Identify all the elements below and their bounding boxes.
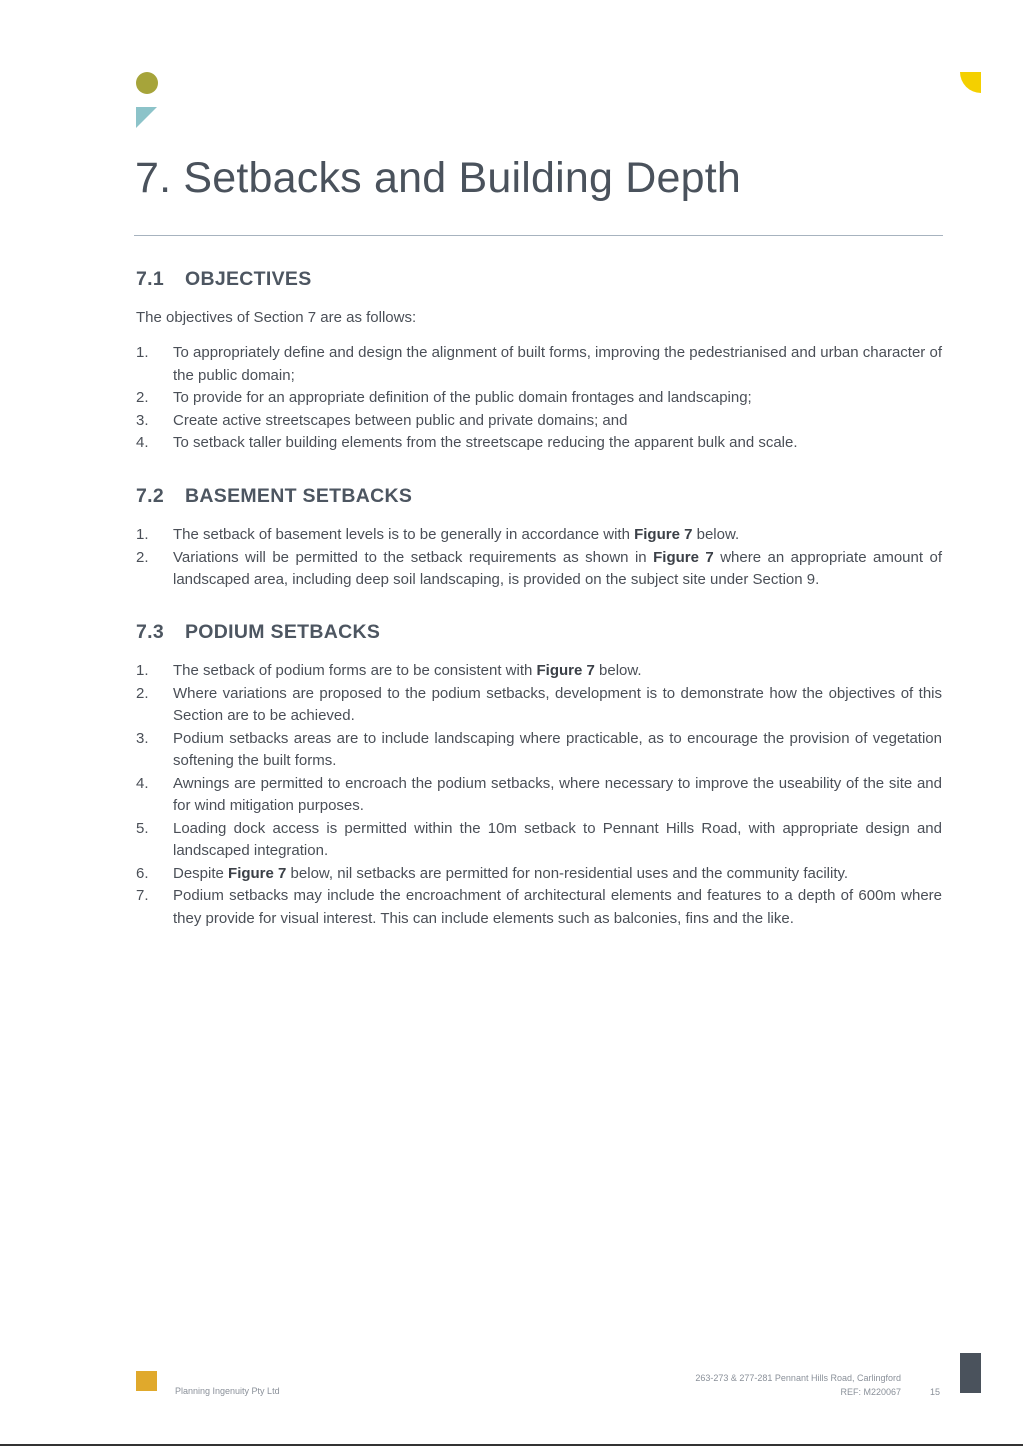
item-number: 3. xyxy=(136,411,149,429)
section-objectives xyxy=(136,268,942,455)
item-text: Awnings are permitted to encroach the podium setbacks, where necessary to improve the useability of the site and for wind mitigation purposes. xyxy=(173,774,942,814)
footer-company: Planning Ingenuity Pty Ltd xyxy=(175,1386,280,1396)
list-item xyxy=(136,885,942,930)
section-title: OBJECTIVES xyxy=(185,268,312,290)
list-item xyxy=(136,524,942,547)
item-number: 2. xyxy=(136,389,149,406)
section-title: PODIUM SETBACKS xyxy=(185,621,381,643)
footer-ref: REF: M220067 xyxy=(840,1387,901,1397)
item-text: below. xyxy=(594,662,642,679)
page-number: 15 xyxy=(930,1387,941,1397)
list-item xyxy=(136,683,942,728)
item-text: Podium setbacks areas are to include landscaping where practicable, as to encourage the provision of vegetation softening the built forms. xyxy=(173,729,942,769)
item-text: To provide for an appropriate definition of the public domain frontages and landscaping; xyxy=(173,389,752,406)
section-heading xyxy=(136,485,942,508)
item-text: Despite xyxy=(173,864,229,882)
section-intro: The objectives of Section 7 are as follows: xyxy=(136,309,417,326)
list-item xyxy=(136,773,942,818)
section-number: 7.3 xyxy=(136,621,165,643)
item-number: 2. xyxy=(136,548,149,566)
figure-reference: Figure 7 xyxy=(228,864,287,882)
item-number: 2. xyxy=(136,684,149,702)
footer-address: 263-273 & 277-281 Pennant Hills Road, Carlingford xyxy=(695,1373,901,1383)
list-item xyxy=(136,342,942,387)
figure-reference: Figure 7 xyxy=(653,548,714,566)
item-text: below, nil setbacks are permitted for non-residential uses and the community facility. xyxy=(286,864,849,882)
footer-logo-square xyxy=(136,1371,157,1391)
section-podium-setbacks xyxy=(136,621,942,930)
item-number: 7. xyxy=(136,887,149,904)
item-text: Variations will be permitted to the setback requirements as shown in xyxy=(173,548,654,566)
figure-reference: Figure 7 xyxy=(634,526,693,543)
item-text: Where variations are proposed to the podium setbacks, development is to demonstrate how the objectives of this Section are to be achieved. xyxy=(173,684,942,724)
item-text: The setback of podium forms are to be consistent with xyxy=(173,662,537,679)
objectives-list xyxy=(136,342,942,455)
list-item xyxy=(136,728,942,773)
list-item xyxy=(136,547,942,592)
section-number: 7.2 xyxy=(136,485,165,507)
list-item xyxy=(136,660,942,683)
page-bottom-border xyxy=(0,1444,1023,1446)
teal-triangle-decoration xyxy=(136,107,157,128)
item-text: To setback taller building elements from the streetscape reducing the apparent bulk and scale. xyxy=(173,434,798,451)
item-number: 3. xyxy=(136,729,149,747)
item-text: Podium setbacks may include the encroachment of architectural elements and features to a depth of 600m where they provide for visual interest. This can include elements such as balconies, fins and the like. xyxy=(173,887,942,927)
section-heading xyxy=(136,621,942,644)
item-text: Loading dock access is permitted within the 10m setback to Pennant Hills Road, with appropriate design and landscaped integration. xyxy=(173,819,942,859)
list-item xyxy=(136,432,942,455)
section-basement-setbacks xyxy=(136,485,942,592)
list-item xyxy=(136,818,942,863)
item-number: 1. xyxy=(136,344,149,361)
footer-bar-decoration xyxy=(960,1353,981,1393)
item-text: Create active streetscapes between public and private domains; and xyxy=(173,411,628,429)
item-text: below. xyxy=(692,526,740,543)
item-text: The setback of basement levels is to be generally in accordance with xyxy=(173,526,635,543)
section-number: 7.1 xyxy=(136,268,165,290)
podium-setbacks-list xyxy=(136,660,942,930)
page-title: 7. Setbacks and Building Depth xyxy=(135,154,742,202)
list-item xyxy=(136,387,942,410)
item-number: 5. xyxy=(136,819,149,837)
olive-circle-decoration xyxy=(136,72,158,94)
section-heading xyxy=(136,268,942,291)
item-number: 6. xyxy=(136,864,149,882)
item-number: 4. xyxy=(136,434,149,451)
yellow-quarter-circle-decoration xyxy=(960,72,981,93)
basement-setbacks-list xyxy=(136,524,942,592)
item-text: To appropriately define and design the alignment of built forms, improving the pedestrianised and urban character of the public domain; xyxy=(173,344,942,384)
section-title: BASEMENT SETBACKS xyxy=(185,485,413,507)
item-text: where an appropriate amount of landscaped area, including deep soil landscaping, is provided on the subject site under Section 9. xyxy=(173,548,942,588)
item-number: 4. xyxy=(136,774,149,792)
figure-reference: Figure 7 xyxy=(536,662,595,679)
title-divider xyxy=(134,235,943,236)
list-item xyxy=(136,863,942,886)
item-number: 1. xyxy=(136,662,149,679)
list-item xyxy=(136,410,942,433)
item-number: 1. xyxy=(136,526,149,543)
